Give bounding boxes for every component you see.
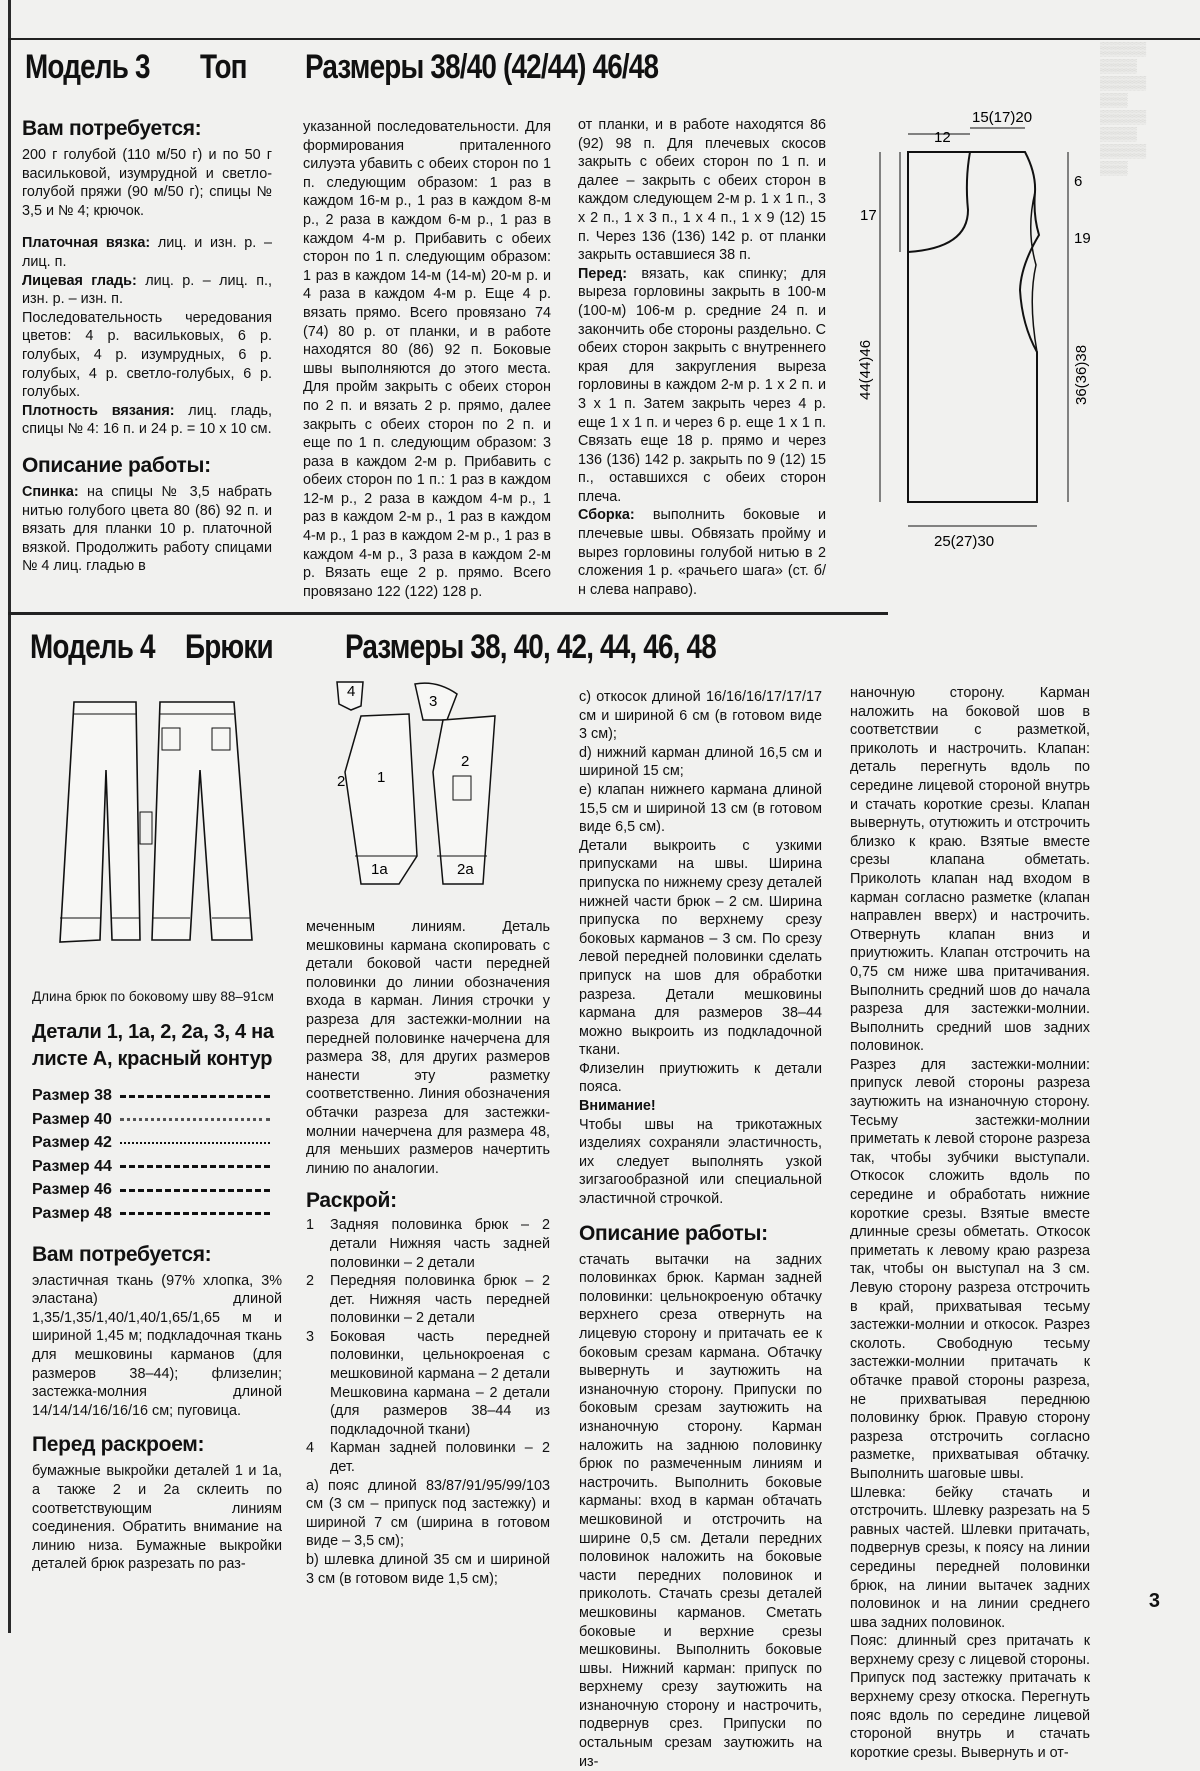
model4-needs-heading: Вам потребуется: (32, 1242, 212, 1266)
model4-work-text: стачать вытачки на задних половинках брюк. Карман задней половинки: цельнокроеную обтачку верхнего среза отвернуть на лицевую сторону и притачать ее к боковым срезам кармана. Обтачку вывернуть и заутюжить на изнаночную сторону. Припуски по боковым срезам заутюжить на изнаночную сторону. Карман наложить на заднюю половинку брюк по размеченным линиям и настрочить. Выполнить боковые карманы: вход в карман обтачать мешковиной и отстрочить на ширине 0,5 см. Детали передних половинок наложить на боковые части передних половинок и приколоть. Стачать срезы деталей мешковины карманов. Сметать боковые и верхние срезы мешковины. Выполнить боковые швы. Нижний карман: припуск по верхнему срезу заутюжить на изнаночную сторону и настрочить, подвернув срез. Припуски по остальным срезам заутюжить на из- (579, 1251, 822, 1770)
model3-schematic (840, 100, 1100, 580)
diagram-neck-depth: 19 (1074, 230, 1091, 247)
cut-item: 1 Задняя половинка брюк – 2 детали Нижняя часть задней половинки – 2 детали (306, 1217, 550, 1271)
model3-density: Плотность вязания: лиц. гладь, спицы № 4: 16 п. и 24 р. = 10 x 10 см. (22, 402, 272, 438)
line-dash-dot (120, 1165, 270, 1168)
size-legend (32, 1085, 282, 1226)
model4-column-2 (306, 918, 550, 1588)
model3-pattern1: Платочная вязка: лиц. и изн. р. – лиц. п. (22, 235, 272, 270)
line-dashed (120, 1095, 270, 1098)
model3-pattern2: Лицевая гладь: лиц. р. – лиц. п., изн. р. – изн. п. (22, 272, 272, 308)
piece-side-label: 2 (337, 773, 346, 790)
col4-c: Шлевка: бейку стачать и отстрочить. Шлевку разрезать на 5 равных частей. Шлевки притачать, подвернув срезы, к поясу на линии середины передней половинки брюк, на линии вытачек задних половинок и на линии среднего шва задних половинок. (850, 1484, 1090, 1631)
col3-a: с) откосок длиной 16/16/16/17/17/17 см и шириной 6 см (в готовом виде 3 см); (579, 689, 822, 743)
attention-text: Чтобы швы на трикотажных изделиях сохраняли эластичность, их следует выполнять узкой зигзагообразной или специальной эластичной строчкой. (579, 1116, 822, 1208)
col3-f: Детали выкроить с узкими припусками на швы. Ширина припуска по нижнему срезу деталей нижней части брюк – 2 см. Ширина припуска по верхнему срезу боковых карманов – 3 см. По срезу левой передней половинки сделать припуск на шов для обработки разреза. Детали мешковины кармана для размеров 38–44 можно выкроить из подкладочной ткани. (579, 837, 822, 1059)
trousers-sketch (40, 690, 280, 965)
cut-item: 3 Боковая часть передней половинки, цельнокроеная с мешковиной кармана – 2 детали Мешковина кармана – 2 детали (для размеров 38–44 из подкладочной ткани) (306, 1328, 550, 1438)
front-view (60, 702, 140, 942)
col4-b: Разрез для застежки-молнии: припуск левой стороны разреза заутюжить на изнаночную сторону. Тесьму застежки-молнии приметать к левой стороне разреза так, чтобы зубчики выступали. Откосок сложить вдоль по середине и обработать нижние короткие срезы. Взятые вместе длинные срезы обметать. Откосок приметать к левому краю разреза так, чтобы он выступал на 3 см. Левую сторону разреза отстрочить в край, прихватывая тесьму застежки-молнии и откосок. Разрез сколоть. Свободную тесьму застежки-молнии притачать к обтачке правой стороны разреза, не прихватывая переднюю половинку брюк. Правую сторону разреза отстрочить согласно разметке, прихватывая обтачку. Выполнить шаговые швы. (850, 1056, 1090, 1482)
bleed-through-text: ▒▒▒▒▒ ▒▒▒▒ ▒▒▒▒▒ ▒▒▒ ▒▒▒▒▒ ▒▒▒▒ ▒▒▒▒▒ ▒▒▒ (1100, 41, 1147, 175)
col4-d: Пояс: длинный срез притачать к верхнему срезу с лицевой стороны. Припуск под застежку притачать к верхнему срезу откоска. Перегнуть пояс вдоль по середине лицевой стороной внутрь и стачать короткие срезы. Вывернуть и от- (850, 1633, 1090, 1761)
before-text: бумажные выкройки деталей 1 и 1а, а также 2 и 2а склеить по соответствующим линиям соединения. Обратить внимание на линию низа. Бумажные выкройки деталей брюк разрезать по раз- (32, 1463, 282, 1573)
top-outline (908, 152, 1039, 502)
model3-sizes: Размеры 38/40 (42/44) 46/48 (305, 48, 659, 86)
details-heading: Детали 1, 1а, 2, 2а, 3, 4 на листе А, красный контур (32, 1020, 274, 1070)
model3-column-1 (22, 116, 272, 576)
before-heading: Перед раскроем: (32, 1433, 205, 1457)
col3-e: е) клапан нижнего кармана длиной 15,5 см и шириной 13 см (в готовом виде 6,5 см). (579, 781, 822, 836)
size-40: Размер 40 (32, 1108, 282, 1132)
diagram-shoulder-drop: 6 (1074, 173, 1083, 190)
size-38: Размер 38 (32, 1085, 282, 1109)
line-circles (120, 1118, 270, 1121)
armhole-curve (908, 152, 970, 252)
model3-title: Модель 3 (25, 48, 150, 86)
model4-column-1 (32, 988, 282, 1574)
line-dotted (120, 1142, 270, 1144)
model3-column-2 (303, 118, 551, 601)
diagram-shoulder: 12 (934, 129, 951, 146)
line-dash-dot-dot (120, 1212, 270, 1215)
cut-item: 2 Передняя половинка брюк – 2 дет. Нижняя часть передней половинки – 2 детали (306, 1273, 550, 1327)
piece-3-label: 3 (429, 693, 438, 710)
model3-needs-heading: Вам потребуется: (22, 117, 202, 140)
piece-1-label: 1 (377, 769, 386, 786)
size-46: Размер 46 (32, 1179, 282, 1203)
model3-item: Топ (200, 48, 247, 86)
model3-work-heading: Описание работы: (22, 453, 211, 477)
model4-col2-text: меченным линиям. Деталь мешковины кармана скопировать с детали боковой части передней половинки до линии обозначения входа в карман. Линия строчки у разреза для застежки-молнии на передней половинке начерчена для размера 38, для других размеров нанести эту разметку соответственно. Линия обозначения обтачки разреза для застежки-молнии начерчена для размера 48, для меньших размеров начертить линию по аналогии. (306, 919, 550, 1177)
diagram-side-height: 36(36)38 (1073, 344, 1090, 405)
col3-g: Флизелин приутюжить к детали пояса. (579, 1060, 822, 1096)
cut-extra-b: b) шлевка длиной 35 см и шириной 3 см (в готовом виде 1,5 см); (306, 1552, 550, 1587)
size-44: Размер 44 (32, 1155, 282, 1179)
model4-title: Модель 4 (30, 628, 155, 666)
col3-d: d) нижний карман длиной 16,5 см и шириной 15 см; (579, 744, 822, 780)
cut-list (306, 1216, 550, 1476)
model4-needs-text: эластичная ткань (97% хлопка, 3% эластана) длиной 1,35/1,35/1,40/1,40/1,65/1,65 м и шириной 1,45 м; подкладочная ткань для мешковины карманов (для размеров 38–44); флизелин; застежка-молния длиной 14/14/14/16/16/16 см; пуговица. (32, 1272, 282, 1419)
size-42: Размер 42 (32, 1132, 282, 1156)
piece-4-label: 4 (347, 683, 356, 700)
model4-item: Брюки (185, 628, 273, 666)
attention-label: Внимание! (579, 1098, 656, 1115)
model3-col2-text: указанной последовательности. Для формирования приталенного силуэта убавить с обеих сторон по 1 п. следующим образом: 1 раз в каждом 16-м р., 1 раз в каждом 8-м р., 2 раза в каждом 6-м р., 1 раз в каждом 4-м р. Прибавить с обеих сторон по 1 п. следующим образом: 1 раз в каждом 14-м (14-м) 20-м р. и 4 раза в каждом 4-м р. Еще 4 р. вязать прямо. Всего провязано 74 (74) 80 р. от планки, и в работе находятся 80 (86) 92 п. Боковые швы выполняются до этого места. Для пройм закрыть с обеих сторон по 2 п. и вязать 2 р. прямо, далее закрыть с обеих сторон по 2 п. и еще по 1 п. следующим образом: 3 раза в каждом 2-м р. Прибавить с обеих сторон по 1 п.: 1 раз в каждом 12-м р., 2 раза в каждом 4-м р., 1 раз в каждом 2-м р., 1 раз в каждом 4-м р., 1 раз в каждом 2-м р., 1 раз в каждом 4-м р., 3 раза в каждом 2-м р. Вязать еще 2 р. прямо. Всего провязано 122 (122) 128 р. (303, 119, 551, 600)
model3-front: Перед: вязать, как спинку; для выреза горловины закрыть в 100-м (100-м) 106-м р. средние 24 п. и закончить обе стороны раздельно. С обеих сторон закрыть с внутреннего края для закругления выреза горловины в каждом 2-м р. 1 x 2 п. и 3 x 1 п. Затем закрыть через 4 р. еще 1 x 1 п. и через 6 р. еще 1 x 1 п. Связать еще 18 р. прямо и через 136 (136) 142 р. закрыть по 9 (12) 15 п., оставшихся с обеих сторон плеча. (578, 265, 826, 505)
diagram-bottom-width: 25(27)30 (934, 533, 995, 550)
piece-1 (345, 714, 417, 884)
section-divider (8, 612, 888, 615)
model3-stripes: Последовательность чередования цветов: 4 р. васильковых, 6 р. голубых, 4 р. изумрудных, 6 р. голубых, 4 р. светло-голубых, 6 р. голубых. (22, 309, 272, 401)
model4-work-heading: Описание работы: (579, 1221, 768, 1245)
model3-assembly: Сборка: выполнить боковые и плечевые швы. Обвязать пройму и вырез горловины голубой нитью в 2 сложения 1 р. «рачьего шага» (ст. б/н слева направо). (578, 507, 826, 598)
model3-col3-text: от планки, и в работе находятся 86 (92) 98 п. Для плечевых скосов закрыть с обеих сторон по 1 п. и далее – закрыть с обеих сторон в каждом следующем 2-м р. 1 x 1 п., 3 x 2 п., 1 x 3 п., 1 x 4 п., 1 x 9 (12) 15 п. Через 136 (136) 142 р. от планки закрыть оставшиеся 38 п. (578, 117, 826, 264)
diagram-top-width: 15(17)20 (972, 109, 1033, 126)
length-caption: Длина брюк по боковому шву 88–91см (32, 989, 274, 1004)
model4-column-4 (850, 684, 1090, 1762)
cut-heading: Раскрой: (306, 1189, 397, 1213)
model3-back: Спинка: на спицы № 3,5 набрать нитью голубого цвета 80 (86) 92 п. и вязать для планки 10 р. платочной вязкой. Продолжить работу спицами № 4 лиц. гладью в (22, 483, 272, 575)
model3-column-3 (578, 116, 826, 599)
model4-column-3 (579, 688, 822, 1771)
diagram-armhole: 17 (860, 207, 877, 224)
cut-item: 4 Карман задней половинки – 2 дет. (306, 1440, 550, 1476)
line-long-dash (120, 1189, 270, 1192)
page-number: 3 (1148, 1590, 1160, 1612)
model3-needs-text: 200 г голубой (110 м/50 г) и по 50 г васильковой, изумрудной и светло-голубой пряжи (90 м/50 г); спицы № 3,5 и № 4; крючок. (22, 147, 272, 219)
piece-1a-label: 1a (371, 861, 388, 878)
piece-2a-label: 2a (457, 861, 474, 878)
piece-2-label: 2 (461, 753, 470, 770)
model4-sizes: Размеры 38, 40, 42, 44, 46, 48 (345, 628, 716, 666)
col4-a: наночную сторону. Карман наложить на боковой шов в соответствии с разметкой, приколоть и настрочить. Клапан: деталь перегнуть вдоль по середине лицевой стороной внутрь и стачать короткие срезы. Клапан вывернуть, отутюжить и отстрочить близко к краю. Взятые вместе срезы клапана обметать. Приколоть клапан над входом в карман согласно разметке (клапан направлен вверх) и настрочить. Отвернуть клапан вниз и приутюжить. Клапан отстрочить на 0,75 см ниже шва притачивания. Выполнить средний шов до начала разреза для застежки-молнии. Выполнить средний шов задних половинок. (850, 685, 1090, 1055)
top-rule (8, 38, 1200, 40)
size-48: Размер 48 (32, 1202, 282, 1226)
cut-extra-a: а) пояс длиной 83/87/91/95/99/103 см (3 см – припуск под застежку) и шириной 7 см (ширина в готовом виде – 3,5 см); (306, 1477, 550, 1550)
pattern-pieces (325, 676, 555, 912)
diagram-total-height: 44(44)46 (857, 339, 874, 400)
page-border (8, 0, 11, 1633)
back-view (152, 702, 252, 940)
